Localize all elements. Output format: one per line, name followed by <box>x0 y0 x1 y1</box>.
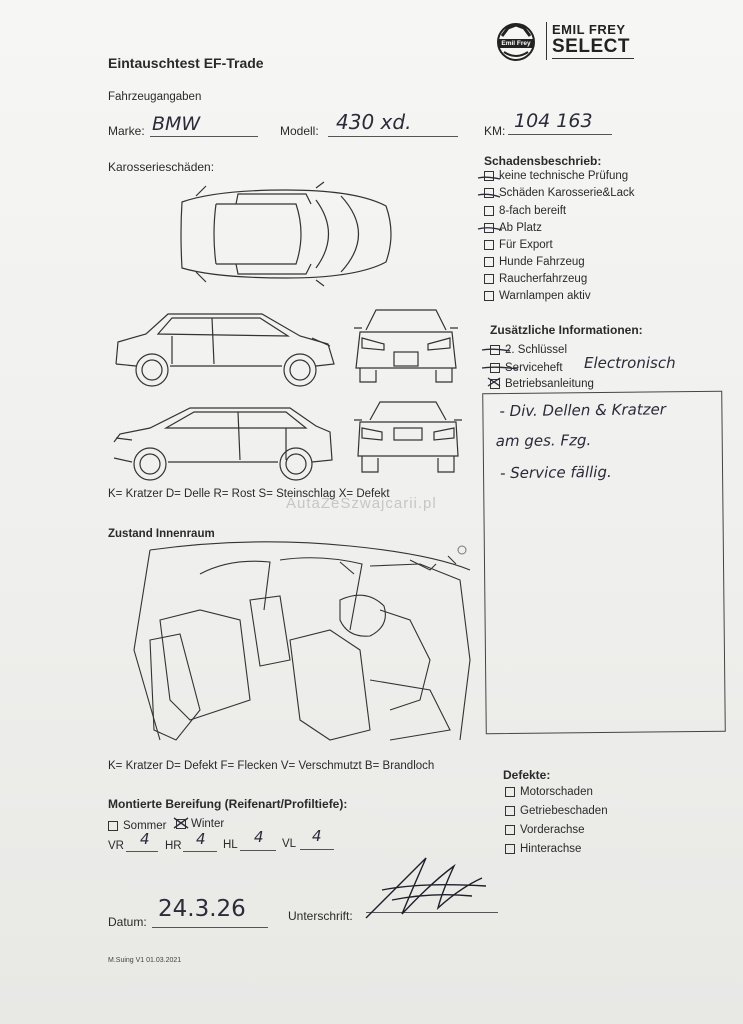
checkbox-icon[interactable] <box>484 257 494 267</box>
form-title: Eintauschtest EF-Trade <box>108 55 264 71</box>
date-line <box>152 927 268 928</box>
tire-hl-label: HL <box>223 839 238 851</box>
notes-line-1: - Div. Dellen & Kratzer <box>499 400 667 421</box>
defect-item-engine[interactable]: Motorschaden <box>505 786 593 798</box>
date-value[interactable]: 24.3.26 <box>158 896 246 922</box>
damage-item-warning-lights[interactable]: Warnlampen aktiv <box>484 290 591 302</box>
model-line <box>328 136 458 137</box>
defect-item-gearbox[interactable]: Getriebeschaden <box>505 805 608 817</box>
km-label: KM: <box>484 124 506 138</box>
checkbox-icon[interactable] <box>505 844 515 854</box>
body-damage-legend: K= Kratzer D= Delle R= Rost S= Steinschlag X= Defekt <box>108 488 390 500</box>
damage-item-smoker[interactable]: Raucherfahrzeug <box>484 273 587 285</box>
checkbox-icon[interactable] <box>484 240 494 250</box>
car-front-view-diagram[interactable] <box>350 304 462 386</box>
emil-frey-logo <box>494 22 538 62</box>
model-label: Modell: <box>280 124 319 138</box>
logo-brand-line1: EMIL FREY <box>552 22 626 37</box>
checkbox-icon[interactable] <box>505 787 515 797</box>
damage-item-export[interactable]: Für Export <box>484 239 553 251</box>
notes-box[interactable] <box>482 391 726 734</box>
make-line <box>150 136 258 137</box>
logo-brand-line2: SELECT <box>552 36 630 57</box>
make-label: Marke: <box>108 124 145 138</box>
car-rear-view-diagram[interactable] <box>352 398 464 478</box>
checkbox-icon[interactable] <box>505 825 515 835</box>
tire-vl-label: VL <box>282 838 297 850</box>
km-value[interactable]: 104 163 <box>514 110 593 132</box>
signature-label: Unterschrift: <box>288 909 353 923</box>
model-value[interactable]: 430 xd. <box>336 110 412 134</box>
tire-vr-value[interactable]: 4 <box>140 830 150 848</box>
tire-hl-value[interactable]: 4 <box>254 828 264 846</box>
car-left-side-diagram[interactable] <box>112 306 338 390</box>
info-item-second-key[interactable]: 2. Schlüssel <box>490 344 567 356</box>
interior-label: Zustand Innenraum <box>108 528 215 540</box>
tire-hr-label: HR <box>165 840 182 852</box>
tire-vl-value[interactable]: 4 <box>312 827 322 845</box>
car-top-view-diagram[interactable] <box>176 182 398 286</box>
winter-cross-mark <box>172 816 190 830</box>
interior-diagram[interactable] <box>130 540 476 758</box>
service-book-note[interactable]: Electronisch <box>584 354 676 372</box>
info-item-service-book[interactable]: Serviceheft <box>490 362 563 374</box>
vehicle-section-label: Fahrzeugangaben <box>108 91 202 103</box>
logo-text: Emil Frey <box>501 40 531 47</box>
logo-underline <box>552 58 634 59</box>
tire-vr-line <box>126 851 158 852</box>
additional-info-label: Zusätzliche Informationen: <box>490 323 643 337</box>
date-label: Datum: <box>108 915 147 929</box>
checkbox-icon[interactable] <box>484 291 494 301</box>
handwritten-check-marks <box>478 170 518 240</box>
damage-item-dog-vehicle[interactable]: Hunde Fahrzeug <box>484 256 585 268</box>
notes-line-2: am ges. Fzg. <box>495 431 592 451</box>
checkbox-icon[interactable] <box>484 274 494 284</box>
handwritten-info-marks <box>482 344 542 390</box>
tire-hr-value[interactable]: 4 <box>196 830 206 848</box>
version-text: M.Suing V1 01.03.2021 <box>108 957 182 964</box>
interior-legend: K= Kratzer D= Defekt F= Flecken V= Verschmutzt B= Brandloch <box>108 760 435 772</box>
watermark: AutaZeSzwajcarii.pl <box>286 495 437 512</box>
notes-line-3: - Service fällig. <box>499 462 612 483</box>
tire-summer-option[interactable]: Sommer <box>108 820 166 832</box>
damage-item-body-paint[interactable]: Schäden Karosserie&Lack <box>484 187 635 199</box>
defects-label: Defekte: <box>503 768 551 782</box>
defect-item-front-axle[interactable]: Vorderachse <box>505 824 585 836</box>
checkbox-icon[interactable] <box>108 821 118 831</box>
make-value[interactable]: BMW <box>152 113 201 135</box>
damage-item-no-technical-check[interactable]: keine technische Prüfung <box>484 170 628 182</box>
tire-winter-option[interactable]: Winter <box>176 818 224 830</box>
damage-item-from-lot[interactable]: Ab Platz <box>484 222 542 234</box>
tires-label: Montierte Bereifung (Reifenart/Profiltiefe): <box>108 797 348 811</box>
km-line <box>508 134 612 135</box>
checkbox-icon[interactable] <box>505 806 515 816</box>
body-damage-label: Karosserieschäden: <box>108 160 215 174</box>
logo-divider <box>546 22 547 60</box>
signature-scribble[interactable] <box>362 852 492 922</box>
defect-item-rear-axle[interactable]: Hinterachse <box>505 843 581 855</box>
info-item-manual[interactable]: Betriebsanleitung <box>490 378 594 390</box>
tire-vr-label: VR <box>108 840 124 852</box>
tire-vl-line <box>300 849 334 850</box>
tire-hr-line <box>183 851 217 852</box>
damage-item-8-tires[interactable]: 8-fach bereift <box>484 205 566 217</box>
car-right-side-diagram[interactable] <box>110 402 336 486</box>
damage-description-label: Schadensbeschrieb: <box>484 154 602 168</box>
tire-hl-line <box>240 850 276 851</box>
